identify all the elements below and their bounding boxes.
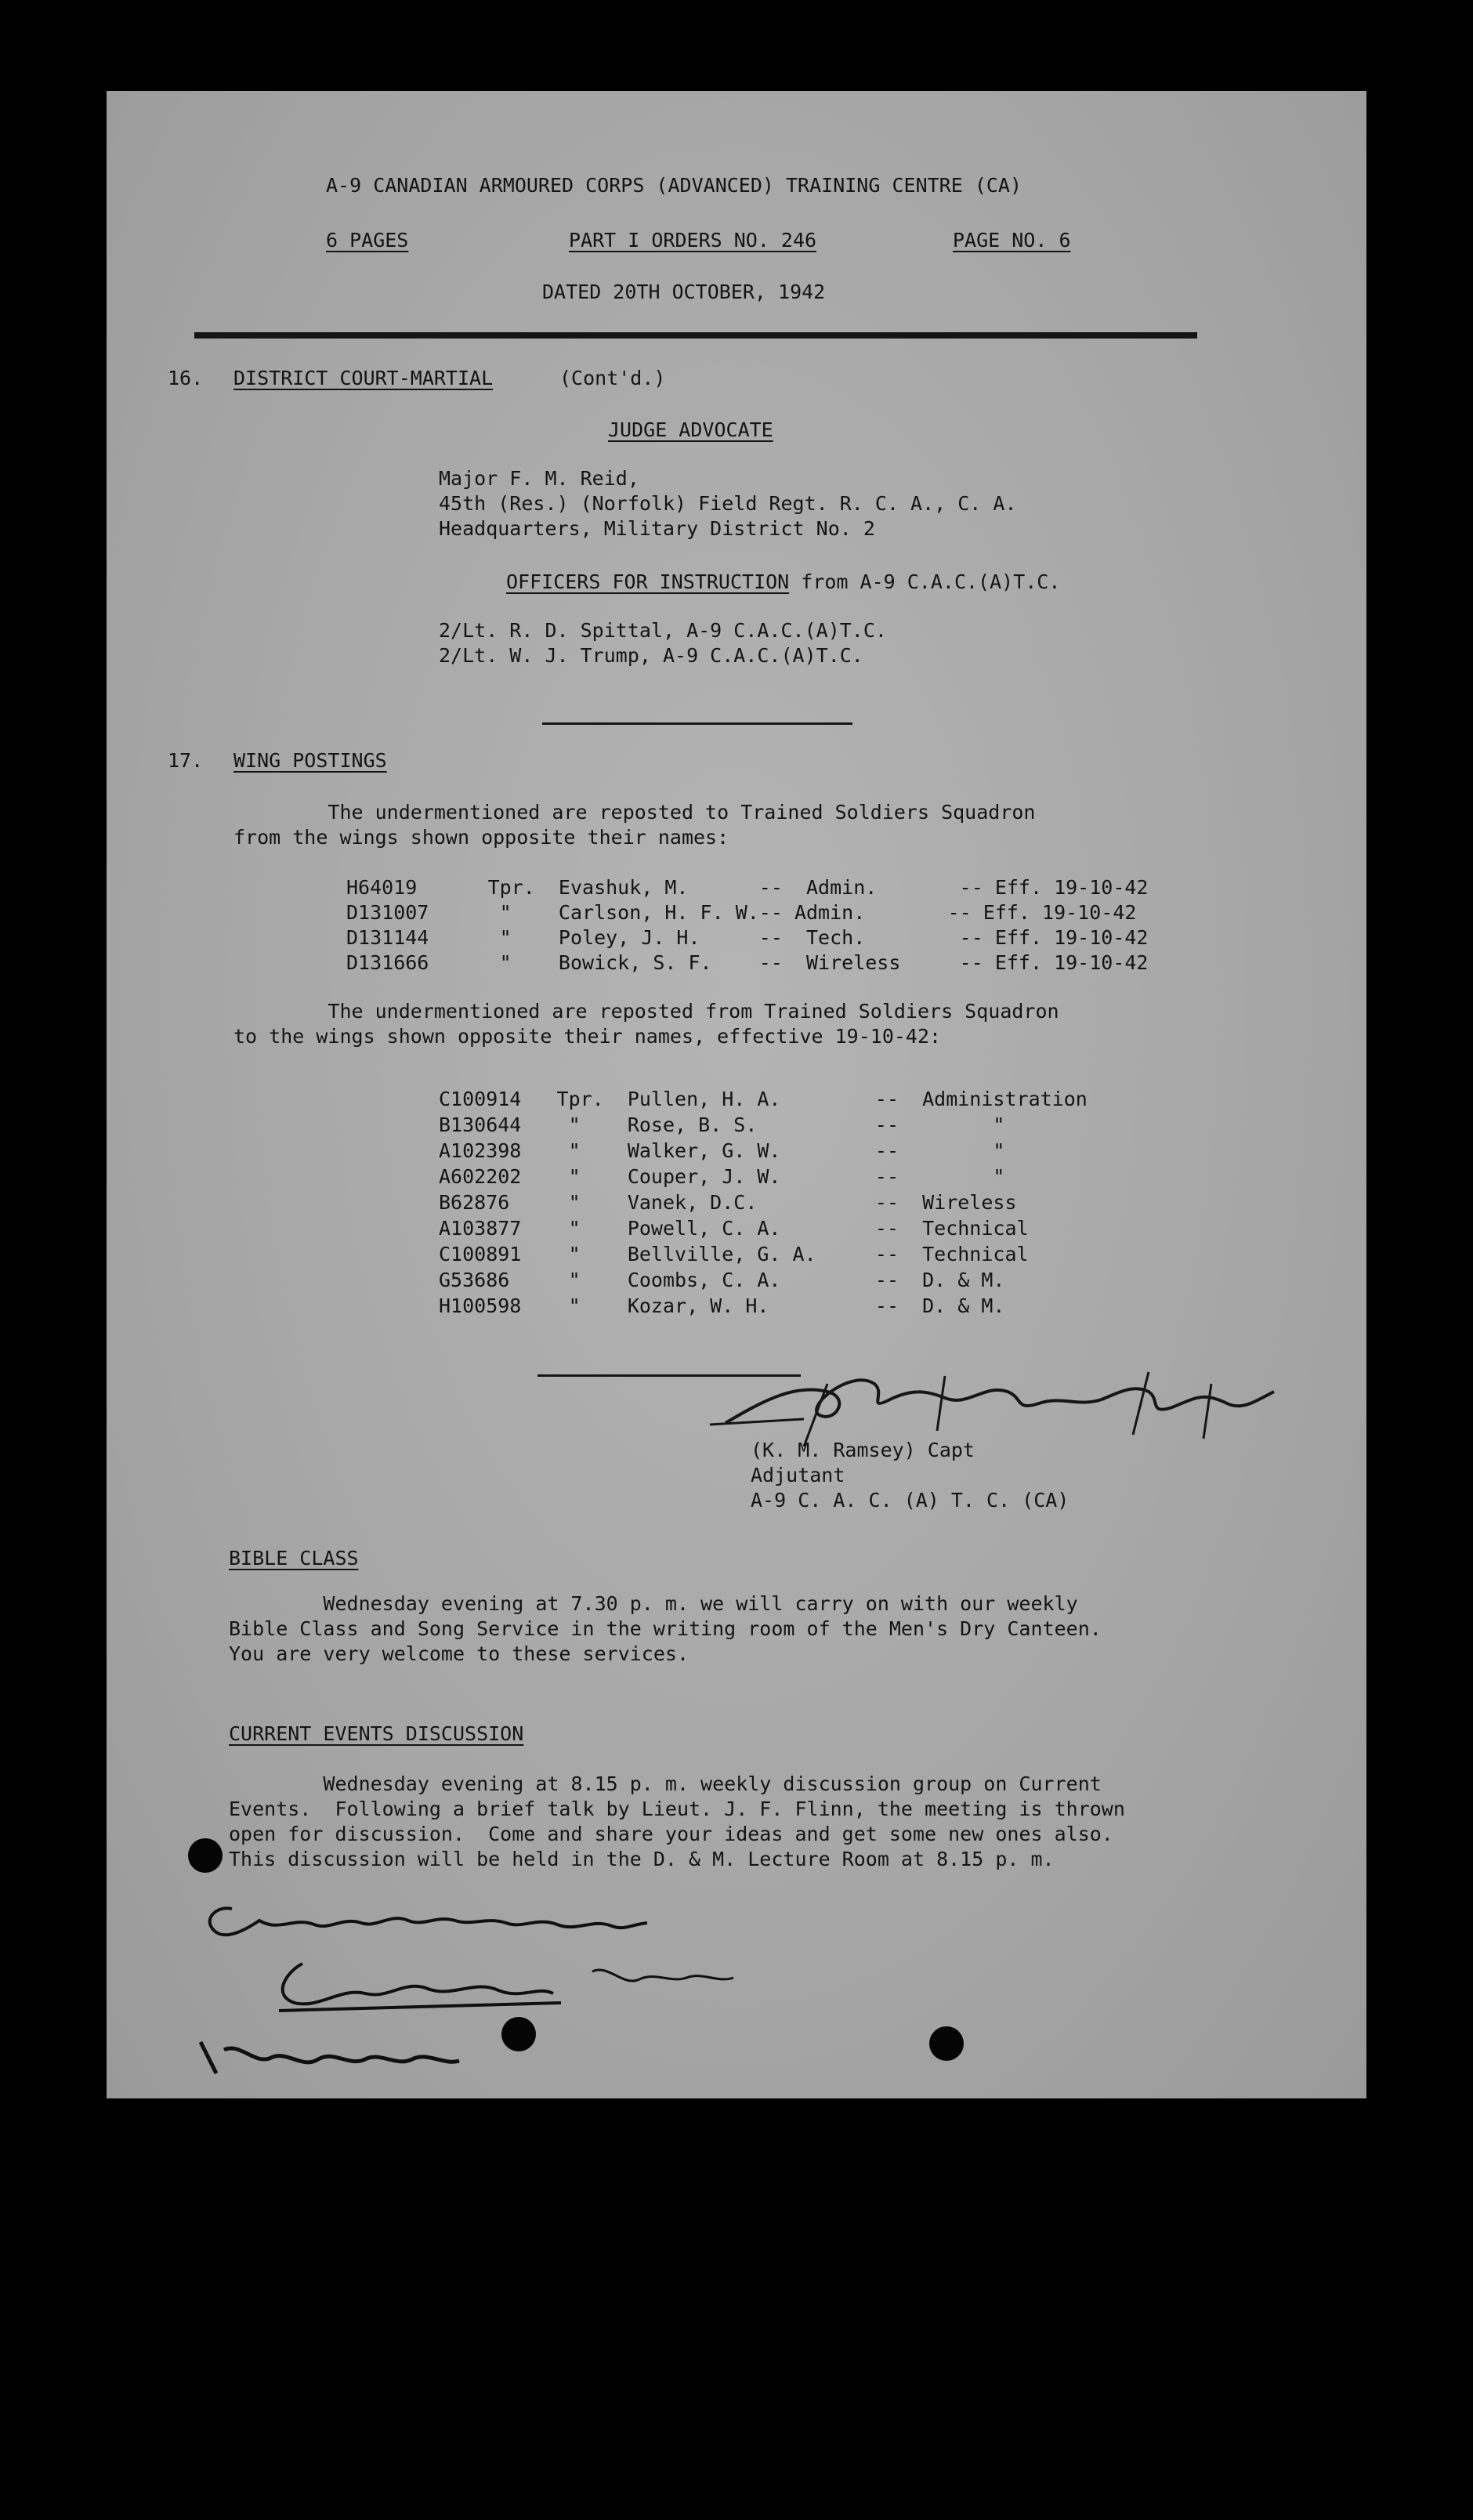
orders-number: PART I ORDERS NO. 246 [569, 229, 817, 252]
posting-row: A602202 " Couper, J. W. -- " [439, 1165, 1005, 1188]
paragraph-line: This discussion will be held in the D. & M. Lecture Room at 8.15 p. m. [229, 1848, 1055, 1870]
paragraph-line: open for discussion. Come and share your ideas and get some new ones also. [229, 1823, 1113, 1845]
judge-line: 45th (Res.) (Norfolk) Field Regt. R. C. A., C. A. [439, 492, 1017, 515]
section-16-contd: (Cont'd.) [559, 367, 666, 389]
posting-row: B62876 " Vanek, D.C. -- Wireless [439, 1191, 1017, 1214]
page-number: PAGE NO. 6 [953, 229, 1071, 252]
posting-row: D131666 " Bowick, S. F. -- Wireless -- Eff. 19-10-42 [346, 951, 1149, 974]
current-events-title: CURRENT EVENTS DISCUSSION [229, 1722, 524, 1745]
posting-row: C100891 " Bellville, G. A. -- Technical [439, 1243, 1029, 1265]
posting-row: H64019 Tpr. Evashuk, M. -- Admin. -- Eff. 19-10-42 [346, 876, 1149, 899]
paragraph-line: Bible Class and Song Service in the writing room of the Men's Dry Canteen. [229, 1617, 1102, 1640]
section-16-number: 16. [168, 367, 204, 389]
section-17-title: WING POSTINGS [233, 749, 387, 772]
paragraph-line: You are very welcome to these services. [229, 1642, 689, 1665]
paragraph-line: to the wings shown opposite their names, effective 19-10-42: [233, 1025, 942, 1048]
paragraph-line: Events. Following a brief talk by Lieut. J. F. Flinn, the meeting is thrown [229, 1798, 1125, 1820]
signature-text: A-9 C. A. C. (A) T. C. (CA) [751, 1489, 1069, 1512]
bible-class-title: BIBLE CLASS [229, 1547, 359, 1570]
posting-row: G53686 " Coombs, C. A. -- D. & M. [439, 1269, 1005, 1291]
posting-row: B130644 " Rose, B. S. -- " [439, 1113, 1005, 1136]
date-line: DATED 20TH OCTOBER, 1942 [542, 281, 826, 303]
officers-heading-label: OFFICERS FOR INSTRUCTION [506, 570, 790, 593]
officers-heading-suffix: from A-9 C.A.C.(A)T.C. [789, 570, 1061, 593]
posting-row: C100914 Tpr. Pullen, H. A. -- Administration [439, 1088, 1088, 1110]
posting-row: A103877 " Powell, C. A. -- Technical [439, 1217, 1029, 1240]
officer-line: 2/Lt. W. J. Trump, A-9 C.A.C.(A)T.C. [439, 644, 863, 667]
pages-count: 6 PAGES [326, 229, 409, 252]
unit-heading: A-9 CANADIAN ARMOURED CORPS (ADVANCED) TRAINING CENTRE (CA) [326, 174, 1022, 197]
document-page [107, 91, 1366, 2098]
paragraph-line: Wednesday evening at 8.15 p. m. weekly discussion group on Current [229, 1772, 1102, 1795]
punch-hole [929, 2026, 964, 2061]
section-divider [542, 722, 852, 725]
posting-row: D131007 " Carlson, H. F. W.-- Admin. -- Eff. 19-10-42 [346, 901, 1137, 924]
signature-text: (K. M. Ramsey) Capt [751, 1439, 975, 1461]
officer-line: 2/Lt. R. D. Spittal, A-9 C.A.C.(A)T.C. [439, 619, 887, 642]
paragraph-line: from the wings shown opposite their names: [233, 826, 729, 849]
handwritten-certification-image [185, 1885, 953, 2097]
signature-text: Adjutant [751, 1464, 845, 1486]
section-17-number: 17. [168, 749, 204, 772]
paragraph-line: The undermentioned are reposted to Trained Soldiers Squadron [233, 801, 1036, 824]
punch-hole [188, 1838, 223, 1873]
punch-hole [501, 2017, 536, 2051]
posting-row: A102398 " Walker, G. W. -- " [439, 1139, 1005, 1162]
judge-advocate-heading: JUDGE ADVOCATE [608, 418, 773, 441]
paragraph-line: The undermentioned are reposted from Trained Soldiers Squadron [233, 1000, 1059, 1023]
header-rule [194, 332, 1197, 339]
posting-row: H100598 " Kozar, W. H. -- D. & M. [439, 1294, 1005, 1317]
officers-heading [506, 570, 1060, 594]
section-16-title: DISTRICT COURT-MARTIAL [233, 367, 494, 389]
judge-line: Major F. M. Reid, [439, 467, 639, 490]
judge-line: Headquarters, Military District No. 2 [439, 517, 875, 540]
paragraph-line: Wednesday evening at 7.30 p. m. we will carry on with our weekly [229, 1592, 1078, 1615]
posting-row: D131144 " Poley, J. H. -- Tech. -- Eff. 19-10-42 [346, 926, 1149, 949]
